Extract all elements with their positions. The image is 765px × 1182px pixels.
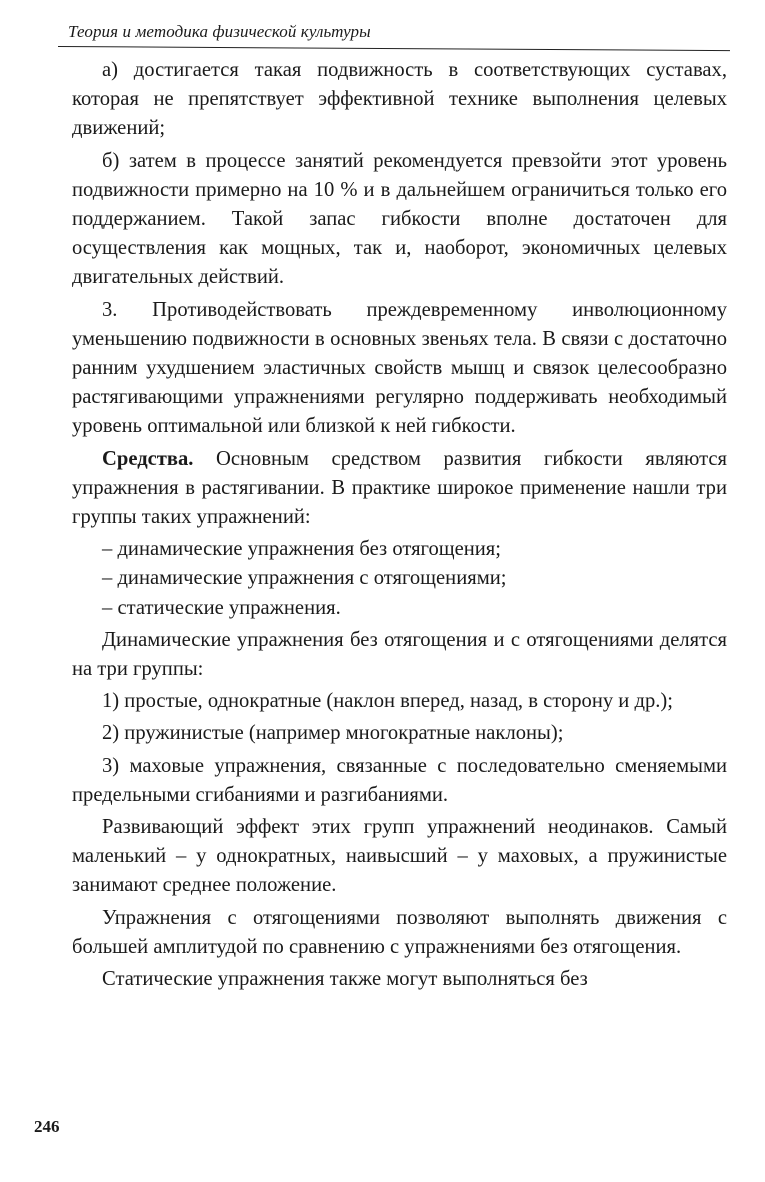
list-item-text: 1) простые, однократные (наклон вперед, назад, в сторону и др.); (102, 690, 673, 713)
paragraph-text: 3. Противодействовать преждевременному инволюционному уменьшению подвижности в основных звеньях тела. В связи с достаточно ранним ухудшением эластичных свойств мышц и связок целесообразно растягивающими упражнениями регулярно поддерживать необходимый уровень оптимальной или близкой к ней гибкости. (72, 298, 727, 438)
paragraph (72, 813, 727, 901)
list-item (72, 719, 727, 748)
paragraph-lead-bold: Средства. (102, 447, 194, 470)
list-item-text: – динамические упражнения без отягощения; (102, 538, 502, 561)
paragraph-text: б) затем в процессе занятий рекомендуется превзойти этот уровень подвижности примерно на 10 % и в дальнейшем ограничиться только его поддержанием. Такой запас гибкости вполне достаточен для осуществления как мощных, так и, наоборот, экономичных целевых двигательных действий. (72, 149, 727, 289)
paragraph-text: Статические упражнения также могут выполняться без (102, 968, 588, 991)
list-item-text: 2) пружинистые (например многократные наклоны); (102, 722, 564, 745)
list-item (72, 564, 727, 593)
paragraph (72, 965, 727, 994)
list-item-text: – статические упражнения. (102, 596, 341, 619)
header-rule (58, 46, 730, 51)
paragraph (72, 445, 727, 533)
paragraph (72, 147, 727, 293)
paragraph-text: Упражнения с отягощениями позволяют выполнять движения с большей амплитудой по сравнению с упражнениями без отягощения. (72, 906, 727, 958)
paragraph-text: Динамические упражнения без отягощения и с отягощениями делятся на три группы: (72, 628, 727, 681)
paragraph (72, 56, 727, 144)
paragraph-text: Основным средством развития гибкости являются упражнения в растягивании. В практике широкое применение нашли три группы таких упражнений: (72, 447, 727, 529)
running-head: Теория и методика физической культуры (68, 22, 371, 41)
list-item-text: 3) маховые упражнения, связанные с последовательно сменяемыми предельными сгибаниями и разгибаниями. (72, 754, 727, 806)
list-item (72, 535, 727, 564)
list-item (72, 687, 727, 716)
paragraph (72, 904, 727, 962)
paragraph-text: а) достигается такая подвижность в соответствующих суставах, которая не препятствует эффективной технике выполнения целевых движений; (72, 59, 727, 140)
paragraph-text: Развивающий эффект этих групп упражнений неодинаков. Самый маленький – у однократных, наивысший – у маховых, а пружинистые занимают среднее положение. (72, 816, 727, 897)
paragraph (72, 626, 727, 684)
list-item-text: – динамические упражнения с отягощениями; (102, 567, 507, 590)
list-item (72, 594, 727, 623)
list-item (72, 752, 727, 810)
body-text (72, 56, 727, 997)
page-number: 246 (34, 1117, 60, 1136)
paragraph (72, 296, 727, 442)
